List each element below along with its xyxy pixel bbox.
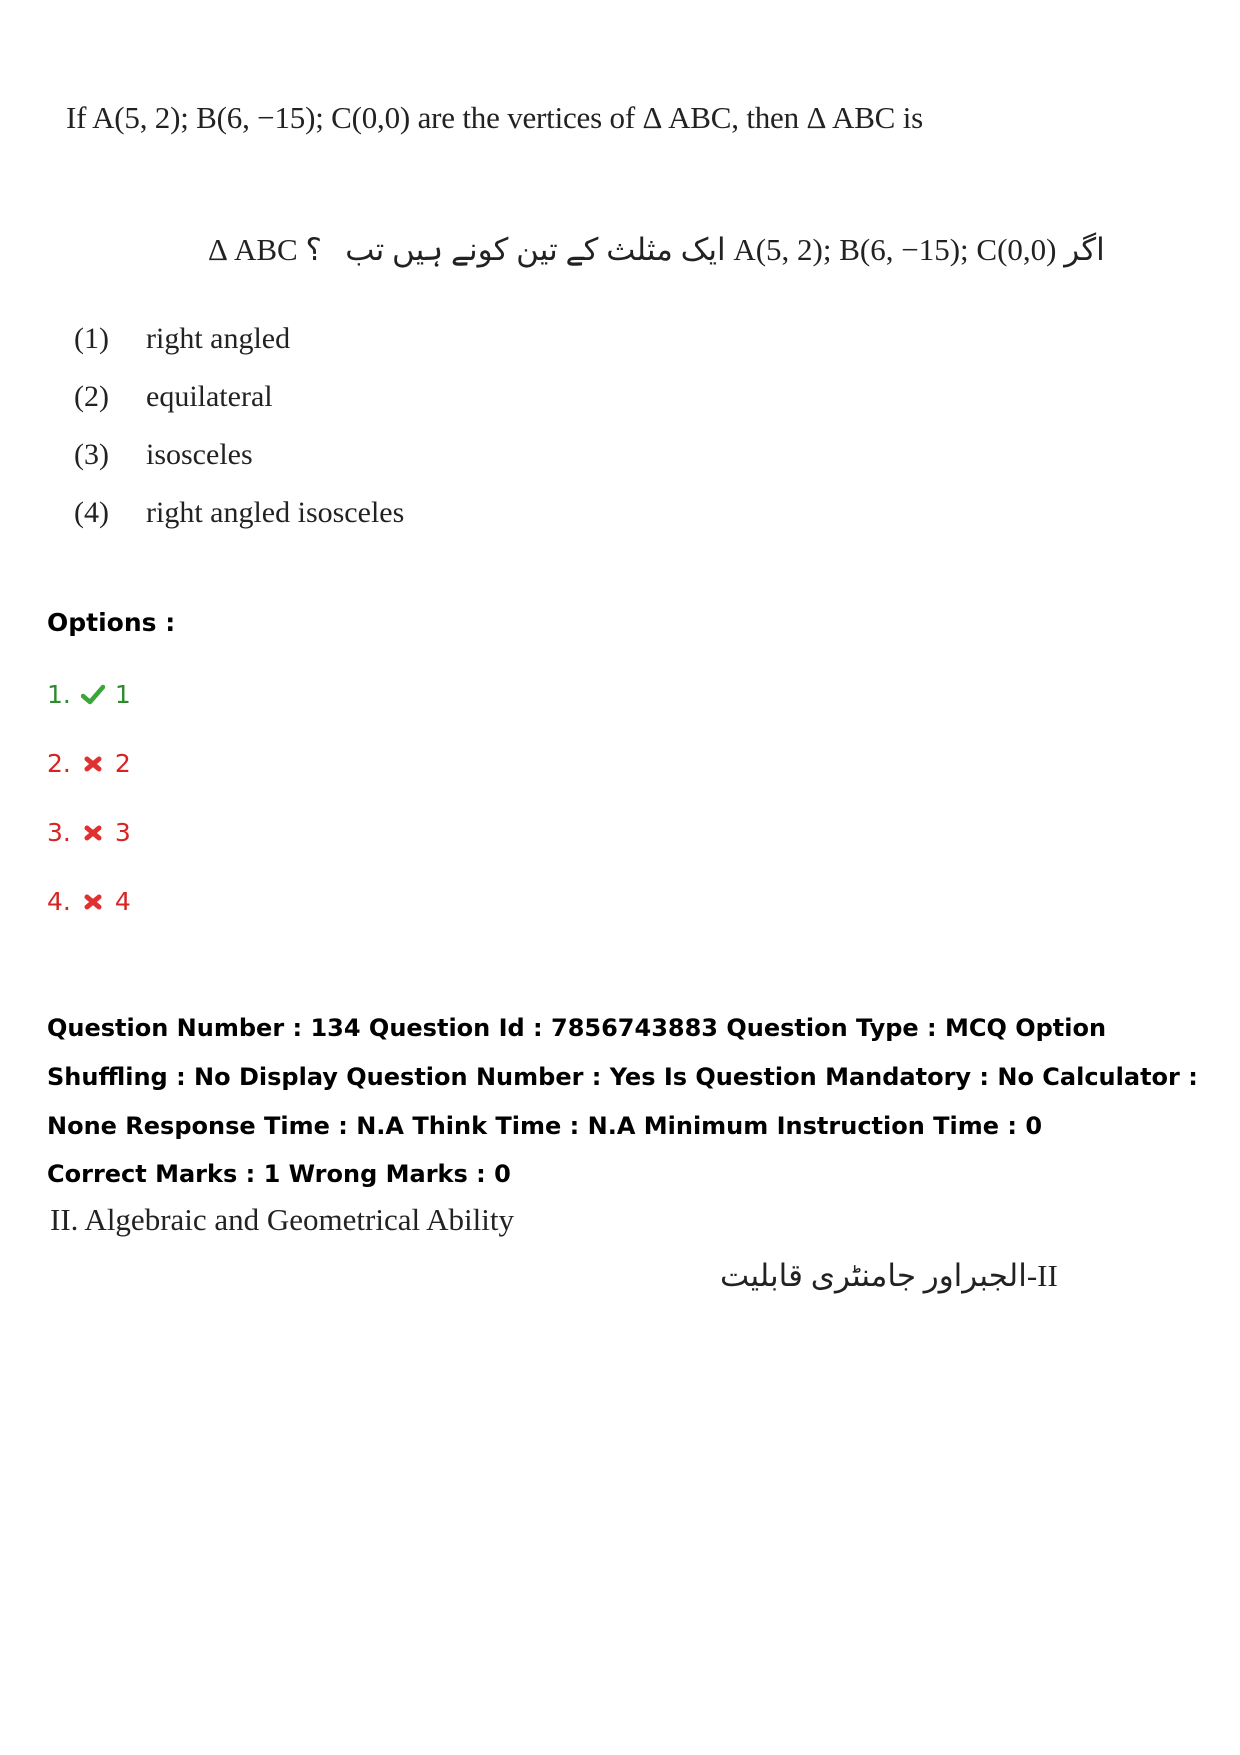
option-2 bbox=[47, 749, 131, 778]
question-text-english: If A(5, 2); B(6, −15); C(0,0) are the vertices of Δ ABC, then Δ ABC is bbox=[66, 100, 923, 135]
question-text-urdu bbox=[208, 232, 1105, 268]
option-value: 1 bbox=[114, 680, 131, 709]
option-value: 2 bbox=[114, 749, 131, 778]
option-prefix: 2. bbox=[47, 749, 71, 778]
choice-number: (1) bbox=[74, 322, 109, 355]
choice-text: equilateral bbox=[146, 380, 273, 413]
section-title-urdu: II-الجبراور جامنٹری قابلیت bbox=[720, 1258, 1058, 1293]
choice-text: right angled bbox=[146, 322, 291, 355]
options-heading: Options : bbox=[47, 608, 176, 637]
urdu-phrase: ایک مثلث کے تین کونے ہیں تب bbox=[345, 232, 726, 267]
option-value: 4 bbox=[114, 887, 131, 916]
option-4 bbox=[47, 887, 131, 916]
choice-number: (4) bbox=[74, 496, 109, 529]
choice-text: isosceles bbox=[146, 438, 253, 471]
option-prefix: 4. bbox=[47, 887, 71, 916]
urdu-prefix: اگر bbox=[1064, 232, 1105, 267]
urdu-suffix: Δ ABC ؟ bbox=[208, 232, 322, 267]
option-3 bbox=[47, 818, 131, 847]
marks-info: Correct Marks : 1 Wrong Marks : 0 bbox=[47, 1160, 511, 1188]
section-title-english: II. Algebraic and Geometrical Ability bbox=[50, 1202, 514, 1237]
option-prefix: 1. bbox=[47, 680, 71, 709]
question-metadata: Question Number : 134 Question Id : 7856743883 Question Type : MCQ Option Shuffling : No Display Question Number : Yes Is Question Mandatory : No Calculator : None Response Time : N.A Think Time : N.A Minimum Instruction Time : 0 bbox=[47, 1014, 1198, 1140]
cross-icon bbox=[81, 890, 105, 914]
choice-number: (2) bbox=[74, 380, 109, 413]
question-choice bbox=[74, 322, 290, 356]
question-choice bbox=[74, 496, 404, 530]
option-value: 3 bbox=[114, 818, 131, 847]
question-choice bbox=[74, 380, 273, 414]
option-prefix: 3. bbox=[47, 818, 71, 847]
question-choice bbox=[74, 438, 253, 472]
choice-text: right angled isosceles bbox=[146, 496, 405, 529]
urdu-coordinates: A(5, 2); B(6, −15); C(0,0) bbox=[733, 232, 1057, 267]
cross-icon bbox=[81, 752, 105, 776]
option-1 bbox=[47, 680, 131, 709]
check-icon bbox=[81, 683, 105, 707]
cross-icon bbox=[81, 821, 105, 845]
choice-number: (3) bbox=[74, 438, 109, 471]
